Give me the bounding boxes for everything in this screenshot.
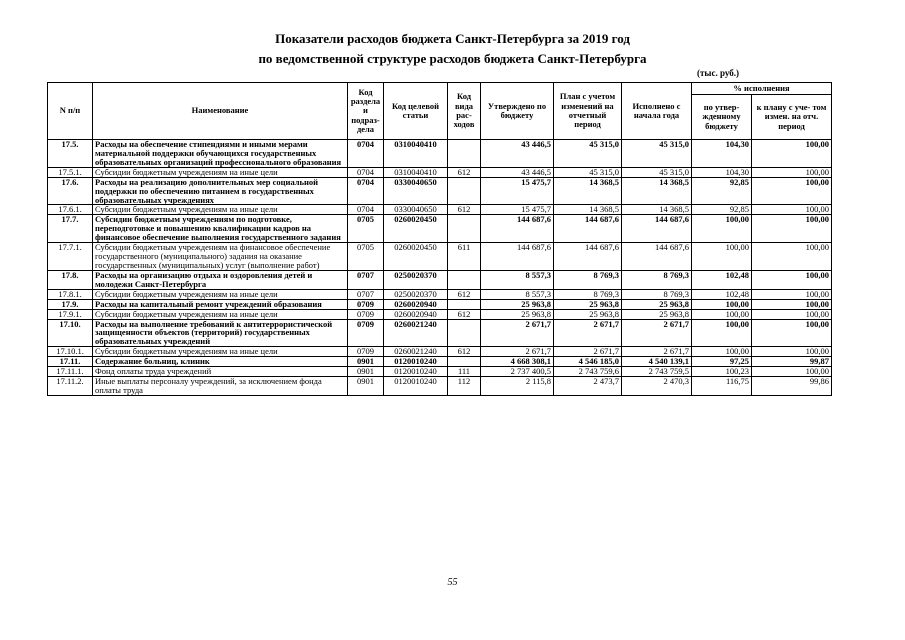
row-target: 0310040410 <box>384 140 448 168</box>
row-num: 17.5.1. <box>48 167 93 177</box>
row-num: 17.8. <box>48 270 93 289</box>
row-pct-approved: 102,48 <box>692 270 752 289</box>
table-row <box>48 357 832 367</box>
row-name: Субсидии бюджетным учреждениям по подготовке, переподготовке и повышению квалификации кадров на финансовое обеспечение выполнения государственного задания <box>93 215 348 243</box>
row-num: 17.5. <box>48 140 93 168</box>
row-name: Расходы на организацию отдыха и оздоровления детей и молодежи Санкт-Петербурга <box>93 270 348 289</box>
header-pct-group: % исполнения <box>692 83 832 95</box>
row-num: 17.6.1. <box>48 205 93 215</box>
budget-table <box>47 82 832 396</box>
row-target: 0310040410 <box>384 167 448 177</box>
row-target: 0120010240 <box>384 357 448 367</box>
row-pct-approved: 92,85 <box>692 177 752 205</box>
row-executed: 2 671,7 <box>622 347 692 357</box>
row-executed: 2 743 759,5 <box>622 367 692 377</box>
row-plan: 2 671,7 <box>554 347 622 357</box>
row-pct-approved: 104,30 <box>692 140 752 168</box>
header-num: N п/п <box>48 83 93 140</box>
row-name: Фонд оплаты труда учреждений <box>93 367 348 377</box>
row-name: Расходы на капитальный ремонт учреждений образования <box>93 299 348 309</box>
row-section: 0704 <box>348 205 384 215</box>
row-executed: 25 963,8 <box>622 309 692 319</box>
row-name: Содержание больниц, клиник <box>93 357 348 367</box>
row-name: Расходы на выполнение требований к антитеррористической защищенности объектов (территорий) государственных образовательных учреждений <box>93 319 348 347</box>
row-num: 17.11. <box>48 357 93 367</box>
row-num: 17.6. <box>48 177 93 205</box>
row-pct-approved: 100,00 <box>692 309 752 319</box>
row-approved: 2 115,8 <box>481 377 554 396</box>
row-executed: 25 963,8 <box>622 299 692 309</box>
row-section: 0709 <box>348 299 384 309</box>
row-type <box>448 357 481 367</box>
row-pct-plan: 100,00 <box>752 289 832 299</box>
row-plan: 4 546 185,0 <box>554 357 622 367</box>
row-pct-plan: 100,00 <box>752 177 832 205</box>
row-pct-plan: 100,00 <box>752 270 832 289</box>
row-target: 0330040650 <box>384 177 448 205</box>
table-row <box>48 367 832 377</box>
row-num: 17.10.1. <box>48 347 93 357</box>
row-type <box>448 215 481 243</box>
table-row <box>48 270 832 289</box>
row-num: 17.9. <box>48 299 93 309</box>
table-row <box>48 167 832 177</box>
row-pct-approved: 116,75 <box>692 377 752 396</box>
row-pct-plan: 100,00 <box>752 205 832 215</box>
row-plan: 14 368,5 <box>554 177 622 205</box>
table-row <box>48 347 832 357</box>
table-row <box>48 289 832 299</box>
row-type <box>448 299 481 309</box>
row-executed: 144 687,6 <box>622 215 692 243</box>
row-section: 0709 <box>348 347 384 357</box>
row-pct-approved: 100,00 <box>692 243 752 271</box>
table-row <box>48 205 832 215</box>
row-section: 0705 <box>348 243 384 271</box>
table-row <box>48 243 832 271</box>
row-type: 612 <box>448 347 481 357</box>
page-number: 55 <box>447 577 458 588</box>
header-pct-plan: к плану с уче- том измен. на отч. период <box>752 95 832 140</box>
row-pct-approved: 100,00 <box>692 215 752 243</box>
row-pct-plan: 100,00 <box>752 319 832 347</box>
row-approved: 43 446,5 <box>481 140 554 168</box>
row-pct-approved: 104,30 <box>692 167 752 177</box>
header-type: Код вида рас- ходов <box>448 83 481 140</box>
header-section: Код раздела и подраз- дела <box>348 83 384 140</box>
row-name: Субсидии бюджетным учреждениям на иные цели <box>93 309 348 319</box>
row-target: 0260020450 <box>384 243 448 271</box>
row-section: 0704 <box>348 177 384 205</box>
row-pct-approved: 100,00 <box>692 299 752 309</box>
table-row <box>48 319 832 347</box>
row-executed: 45 315,0 <box>622 140 692 168</box>
row-approved: 2 671,7 <box>481 319 554 347</box>
row-section: 0707 <box>348 289 384 299</box>
row-approved: 15 475,7 <box>481 205 554 215</box>
row-pct-approved: 100,23 <box>692 367 752 377</box>
row-target: 0260020450 <box>384 215 448 243</box>
row-num: 17.11.2. <box>48 377 93 396</box>
row-type: 111 <box>448 367 481 377</box>
row-name: Субсидии бюджетным учреждениям на иные цели <box>93 205 348 215</box>
table-row <box>48 140 832 168</box>
row-num: 17.7. <box>48 215 93 243</box>
row-approved: 4 668 308,1 <box>481 357 554 367</box>
row-section: 0704 <box>348 140 384 168</box>
row-approved: 15 475,7 <box>481 177 554 205</box>
row-section: 0901 <box>348 357 384 367</box>
table-body <box>48 140 832 396</box>
row-executed: 8 769,3 <box>622 270 692 289</box>
table-row <box>48 309 832 319</box>
header-executed: Исполнено с начала года <box>622 83 692 140</box>
row-approved: 25 963,8 <box>481 299 554 309</box>
row-approved: 144 687,6 <box>481 243 554 271</box>
row-target: 0330040650 <box>384 205 448 215</box>
row-plan: 2 743 759,6 <box>554 367 622 377</box>
row-executed: 144 687,6 <box>622 243 692 271</box>
row-approved: 2 737 400,5 <box>481 367 554 377</box>
row-target: 0120010240 <box>384 367 448 377</box>
row-executed: 14 368,5 <box>622 177 692 205</box>
row-pct-plan: 100,00 <box>752 309 832 319</box>
row-plan: 25 963,8 <box>554 299 622 309</box>
header-name: Наименование <box>93 83 348 140</box>
row-section: 0709 <box>348 319 384 347</box>
row-approved: 2 671,7 <box>481 347 554 357</box>
row-type: 112 <box>448 377 481 396</box>
row-pct-plan: 100,00 <box>752 215 832 243</box>
row-target: 0260020940 <box>384 309 448 319</box>
row-pct-plan: 100,00 <box>752 367 832 377</box>
row-pct-plan: 100,00 <box>752 243 832 271</box>
row-type: 612 <box>448 205 481 215</box>
row-num: 17.7.1. <box>48 243 93 271</box>
row-num: 17.11.1. <box>48 367 93 377</box>
row-section: 0705 <box>348 215 384 243</box>
row-name: Расходы на обеспечение стипендиями и иными мерами материальной поддержки обучающихся государственных образовательных организаций профессионального образования <box>93 140 348 168</box>
row-executed: 2 470,3 <box>622 377 692 396</box>
page-title: Показатели расходов бюджета Санкт-Петербурга за 2019 год <box>275 31 630 46</box>
row-num: 17.9.1. <box>48 309 93 319</box>
row-executed: 45 315,0 <box>622 167 692 177</box>
row-name: Расходы на реализацию дополнительных мер социальной поддержки по обеспечению питанием в государственных образовательных учреждениях <box>93 177 348 205</box>
row-name: Субсидии бюджетным учреждениям на финансовое обеспечение государственного (муниципального) задания на оказание государственных (муниципальных) услуг (выполнение работ) <box>93 243 348 271</box>
row-plan: 2 671,7 <box>554 319 622 347</box>
row-approved: 8 557,3 <box>481 270 554 289</box>
row-num: 17.8.1. <box>48 289 93 299</box>
row-section: 0707 <box>348 270 384 289</box>
row-plan: 45 315,0 <box>554 167 622 177</box>
row-pct-approved: 102,48 <box>692 289 752 299</box>
row-type: 611 <box>448 243 481 271</box>
row-target: 0260021240 <box>384 347 448 357</box>
row-name: Субсидии бюджетным учреждениям на иные цели <box>93 347 348 357</box>
header-plan: План с учетом изменений на отчетный период <box>554 83 622 140</box>
row-executed: 2 671,7 <box>622 319 692 347</box>
row-type <box>448 270 481 289</box>
row-section: 0901 <box>348 377 384 396</box>
row-pct-plan: 100,00 <box>752 299 832 309</box>
row-type: 612 <box>448 167 481 177</box>
row-executed: 14 368,5 <box>622 205 692 215</box>
row-num: 17.10. <box>48 319 93 347</box>
row-pct-plan: 100,00 <box>752 347 832 357</box>
page-subtitle: по ведомственной структуре расходов бюджета Санкт-Петербурга <box>258 51 647 66</box>
units-label: (тыс. руб.) <box>697 68 739 78</box>
row-approved: 43 446,5 <box>481 167 554 177</box>
row-plan: 144 687,6 <box>554 215 622 243</box>
row-plan: 144 687,6 <box>554 243 622 271</box>
row-type <box>448 140 481 168</box>
row-pct-approved: 92,85 <box>692 205 752 215</box>
table-row <box>48 377 832 396</box>
row-target: 0260021240 <box>384 319 448 347</box>
row-section: 0901 <box>348 367 384 377</box>
row-plan: 14 368,5 <box>554 205 622 215</box>
row-pct-plan: 100,00 <box>752 140 832 168</box>
row-approved: 8 557,3 <box>481 289 554 299</box>
row-executed: 4 540 139,1 <box>622 357 692 367</box>
row-plan: 25 963,8 <box>554 309 622 319</box>
table-row <box>48 299 832 309</box>
row-approved: 25 963,8 <box>481 309 554 319</box>
row-approved: 144 687,6 <box>481 215 554 243</box>
table-row <box>48 177 832 205</box>
row-type: 612 <box>448 289 481 299</box>
row-name: Субсидии бюджетным учреждениям на иные цели <box>93 167 348 177</box>
row-section: 0704 <box>348 167 384 177</box>
row-plan: 8 769,3 <box>554 289 622 299</box>
row-section: 0709 <box>348 309 384 319</box>
row-target: 0120010240 <box>384 377 448 396</box>
row-pct-plan: 99,86 <box>752 377 832 396</box>
row-target: 0250020370 <box>384 270 448 289</box>
row-target: 0260020940 <box>384 299 448 309</box>
row-name: Иные выплаты персоналу учреждений, за исключением фонда оплаты труда <box>93 377 348 396</box>
row-plan: 45 315,0 <box>554 140 622 168</box>
row-name: Субсидии бюджетным учреждениям на иные цели <box>93 289 348 299</box>
header-target: Код целевой статьи <box>384 83 448 140</box>
row-type <box>448 319 481 347</box>
table-row <box>48 215 832 243</box>
row-plan: 8 769,3 <box>554 270 622 289</box>
row-type <box>448 177 481 205</box>
row-pct-approved: 100,00 <box>692 319 752 347</box>
row-pct-plan: 99,87 <box>752 357 832 367</box>
row-pct-plan: 100,00 <box>752 167 832 177</box>
row-pct-approved: 100,00 <box>692 347 752 357</box>
row-type: 612 <box>448 309 481 319</box>
row-plan: 2 473,7 <box>554 377 622 396</box>
row-executed: 8 769,3 <box>622 289 692 299</box>
row-target: 0250020370 <box>384 289 448 299</box>
header-pct-approved: по утвер- жденному бюджету <box>692 95 752 140</box>
header-approved: Утверждено по бюджету <box>481 83 554 140</box>
row-pct-approved: 97,25 <box>692 357 752 367</box>
